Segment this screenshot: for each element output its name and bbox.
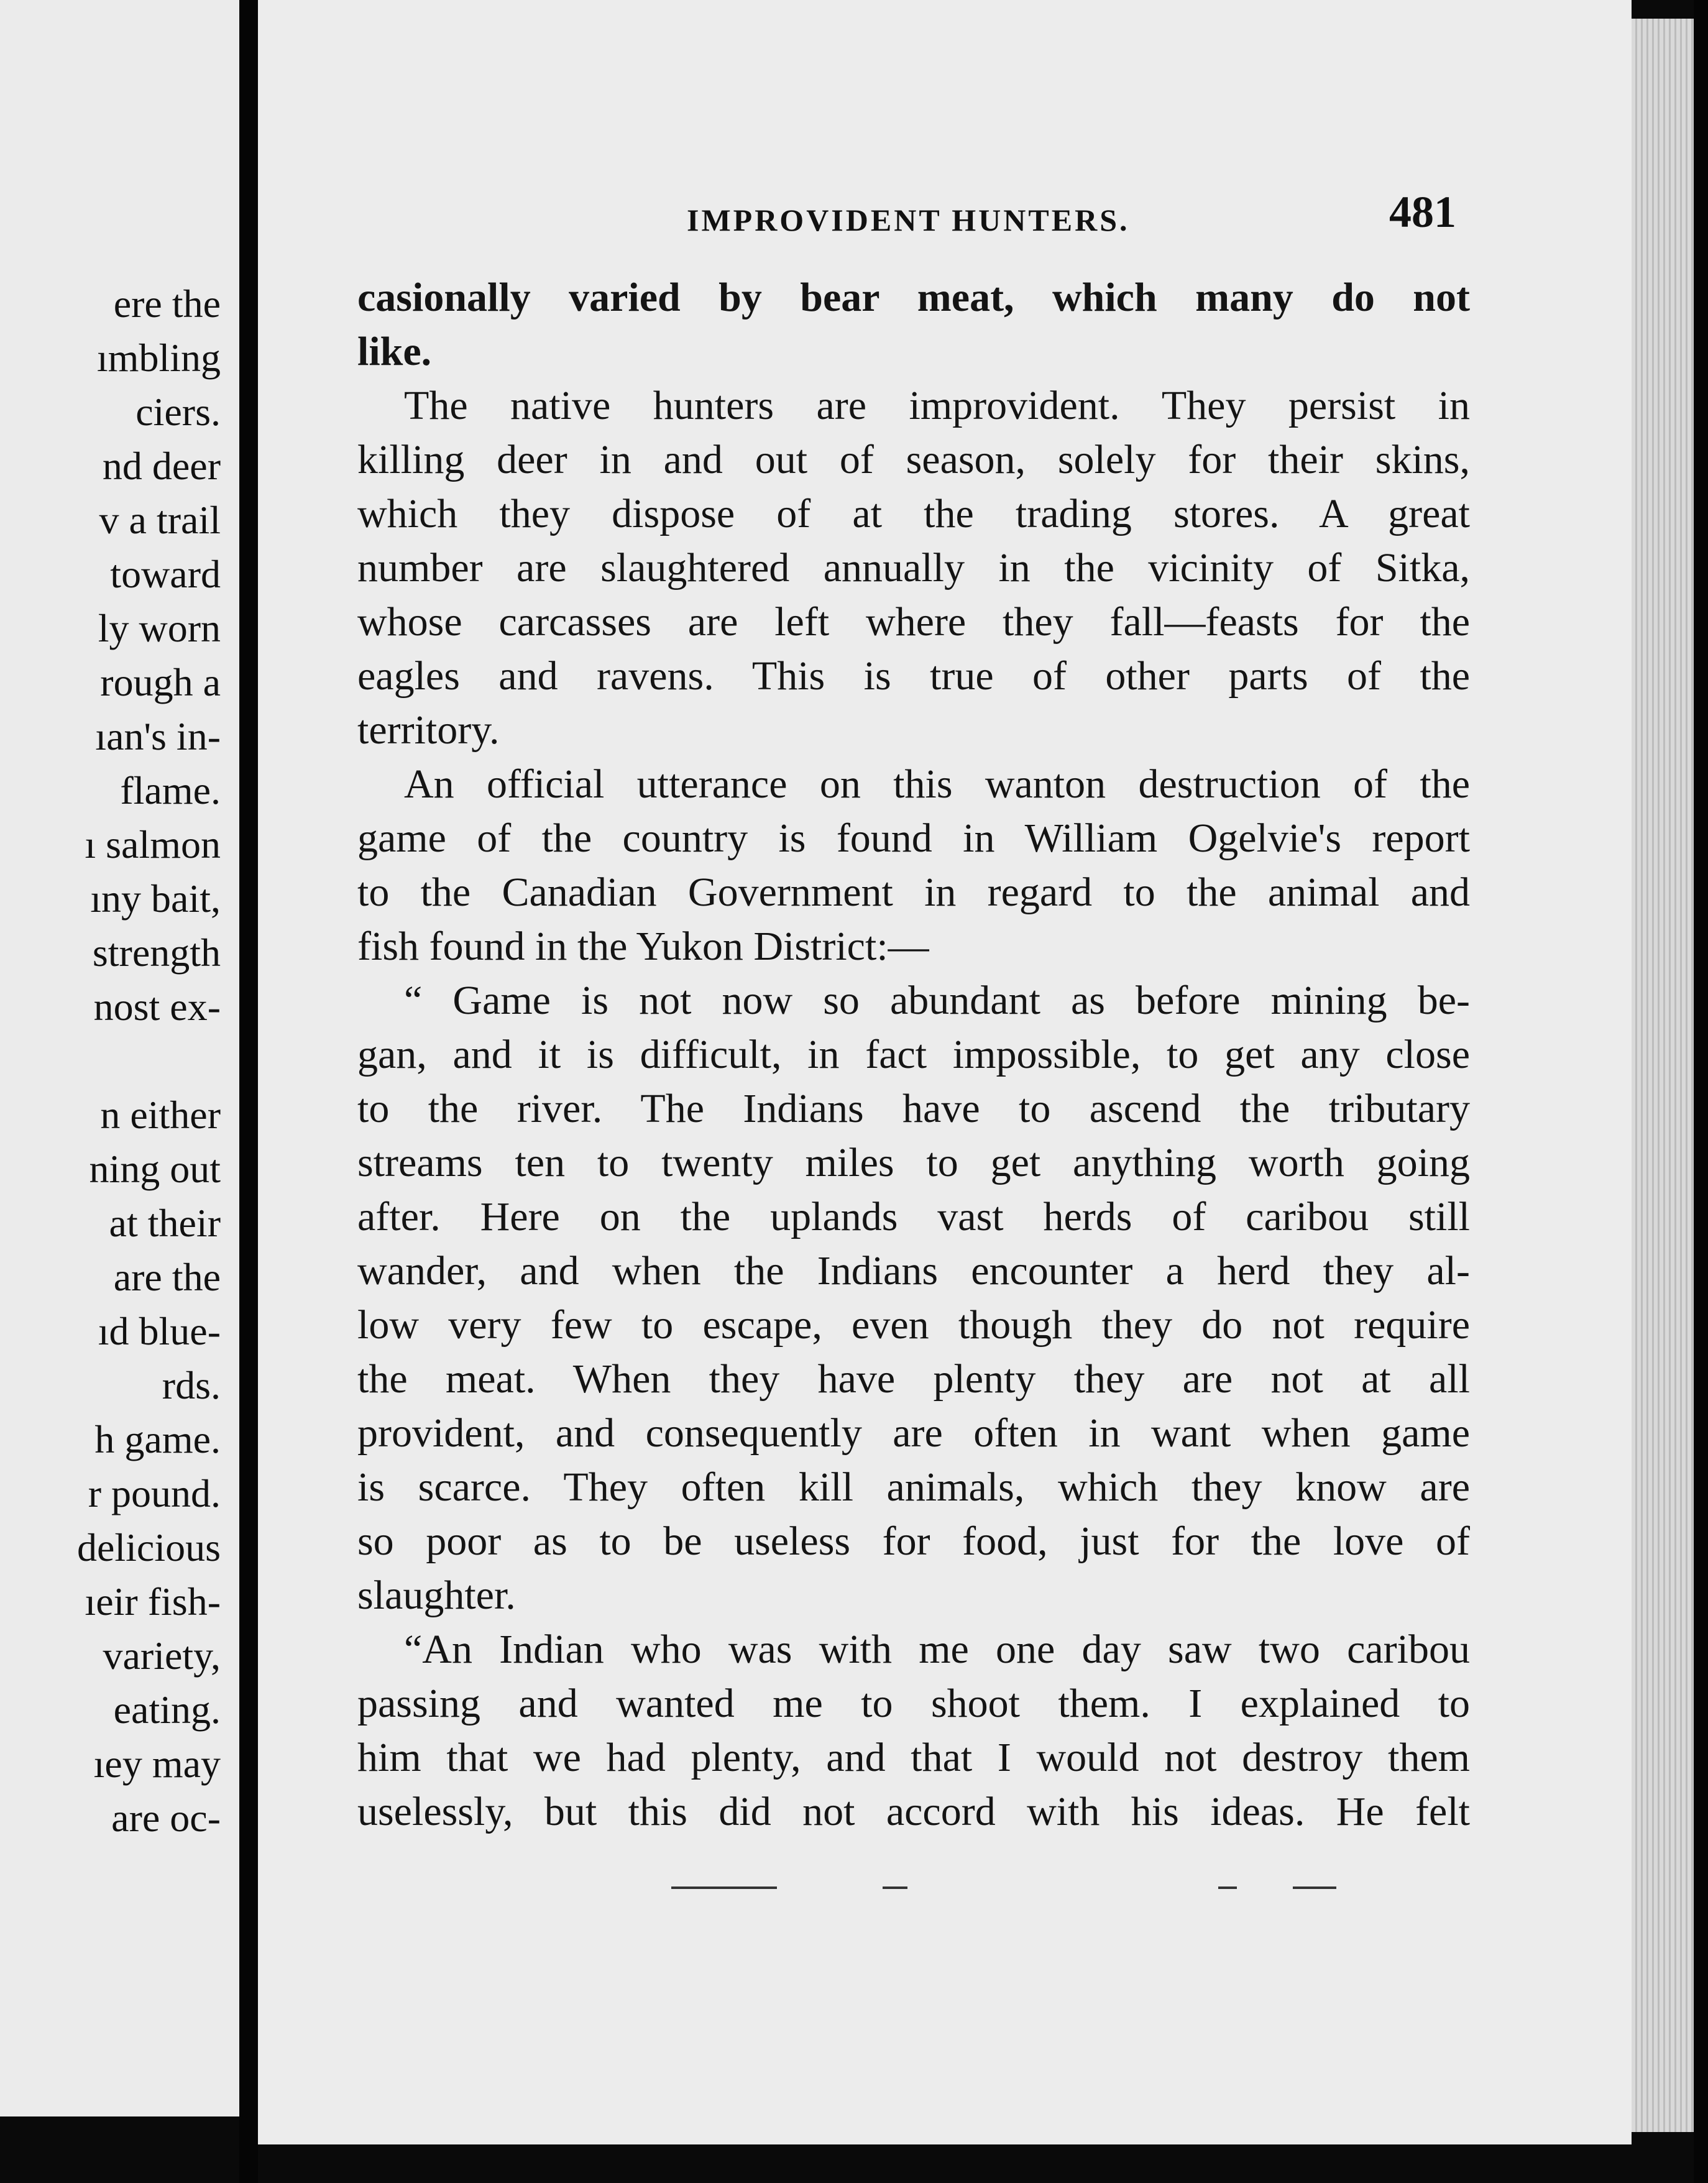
- previous-page-line: ımbling: [96, 336, 221, 380]
- previous-page-line: are the: [113, 1255, 221, 1299]
- previous-page-text: [0, 277, 221, 1845]
- body-line: An official utterance on this wanton destruction of the: [404, 761, 1470, 807]
- previous-page-line: ı salmon: [85, 822, 221, 866]
- body-line: is scarce. They often kill animals, which they know are: [357, 1464, 1470, 1510]
- previous-page-line: flame.: [120, 768, 221, 812]
- body-line: wander, and when the Indians encounter a herd they al-: [357, 1248, 1470, 1294]
- previous-page-line: [0, 1034, 221, 1088]
- previous-page-fragment: [0, 0, 239, 2116]
- previous-page-line: ıny bait,: [90, 876, 221, 921]
- book-gutter: [239, 0, 258, 2183]
- printer-marks: [671, 1887, 1374, 1893]
- previous-page-line: toward: [110, 552, 221, 596]
- body-line: “ Game is not now so abundant as before mining be-: [404, 978, 1470, 1023]
- scan-border-right: [1694, 0, 1708, 2183]
- body-line: after. Here on the uplands vast herds of caribou still: [357, 1194, 1470, 1239]
- previous-page-line: delicious: [76, 1525, 221, 1569]
- previous-page-line: ly worn: [98, 606, 221, 650]
- body-line: game of the country is found in William Ogelvie's report: [357, 816, 1470, 861]
- body-line: number are slaughtered annually in the vicinity of Sitka,: [357, 545, 1470, 591]
- previous-page-line: at their: [109, 1201, 221, 1245]
- previous-page-line: strength: [92, 931, 221, 975]
- running-head: IMPROVIDENT HUNTERS.: [687, 203, 1130, 237]
- body-line: like.: [357, 329, 432, 374]
- page-edges: [1632, 19, 1694, 2132]
- previous-page-line: rough a: [100, 660, 221, 704]
- previous-page-line: nd deer: [102, 444, 221, 488]
- scan-border-bottom: [258, 2144, 1694, 2183]
- body-line: slaughter.: [357, 1573, 516, 1618]
- body-line: the meat. When they have plenty they are not at all: [357, 1356, 1470, 1402]
- previous-page-line: ıan's in-: [95, 714, 221, 758]
- previous-page-line: eating.: [113, 1688, 221, 1732]
- previous-page-line: ıeir fish-: [85, 1579, 221, 1624]
- body-line: gan, and it is difficult, in fact impossible, to get any close: [357, 1032, 1470, 1077]
- previous-page-line: ıey may: [93, 1742, 221, 1786]
- body-line: territory.: [357, 707, 500, 753]
- body-line: passing and wanted me to shoot them. I explained to: [357, 1681, 1470, 1726]
- body-line: him that we had plenty, and that I would not destroy them: [357, 1735, 1470, 1780]
- body-line: to the Canadian Government in regard to the animal and: [357, 870, 1470, 915]
- body-line: which they dispose of at the trading stores. A great: [357, 491, 1470, 536]
- body-line: streams ten to twenty miles to get anything worth going: [357, 1140, 1470, 1185]
- previous-page-line: are oc-: [111, 1796, 221, 1840]
- previous-page-line: v a trail: [99, 498, 221, 542]
- previous-page-line: n either: [100, 1093, 221, 1137]
- body-line: eagles and ravens. This is true of other parts of the: [357, 653, 1470, 699]
- body-line: low very few to escape, even though they do not require: [357, 1302, 1470, 1348]
- previous-page-line: rds.: [162, 1363, 221, 1407]
- body-line: killing deer in and out of season, solely for their skins,: [357, 437, 1470, 482]
- previous-page-line: variety,: [103, 1634, 221, 1678]
- previous-page-line: nost ex-: [93, 985, 221, 1029]
- body-line: The native hunters are improvident. They persist in: [404, 383, 1470, 428]
- body-line: whose carcasses are left where they fall—feasts for the: [357, 599, 1470, 645]
- previous-page-line: ciers.: [135, 390, 221, 434]
- body-line: provident, and consequently are often in want when game: [357, 1410, 1470, 1456]
- previous-page-line: r pound.: [88, 1471, 221, 1515]
- previous-page-line: h game.: [94, 1417, 221, 1461]
- body-line: “An Indian who was with me one day saw two caribou: [404, 1627, 1470, 1672]
- body-line: fish found in the Yukon District:—: [357, 924, 929, 969]
- page-number: 481: [1389, 187, 1456, 237]
- body-line: casionally varied by bear meat, which many do not: [357, 275, 1470, 320]
- body-line: to the river. The Indians have to ascend the tributary: [357, 1086, 1470, 1131]
- previous-page-line: ere the: [113, 282, 221, 326]
- previous-page-line: ning out: [89, 1147, 221, 1191]
- body-line: so poor as to be useless for food, just for the love of: [357, 1519, 1470, 1564]
- body-text: [357, 270, 1470, 1839]
- previous-page-line: ıd blue-: [98, 1309, 221, 1353]
- body-line: uselessly, but this did not accord with his ideas. He felt: [357, 1789, 1470, 1834]
